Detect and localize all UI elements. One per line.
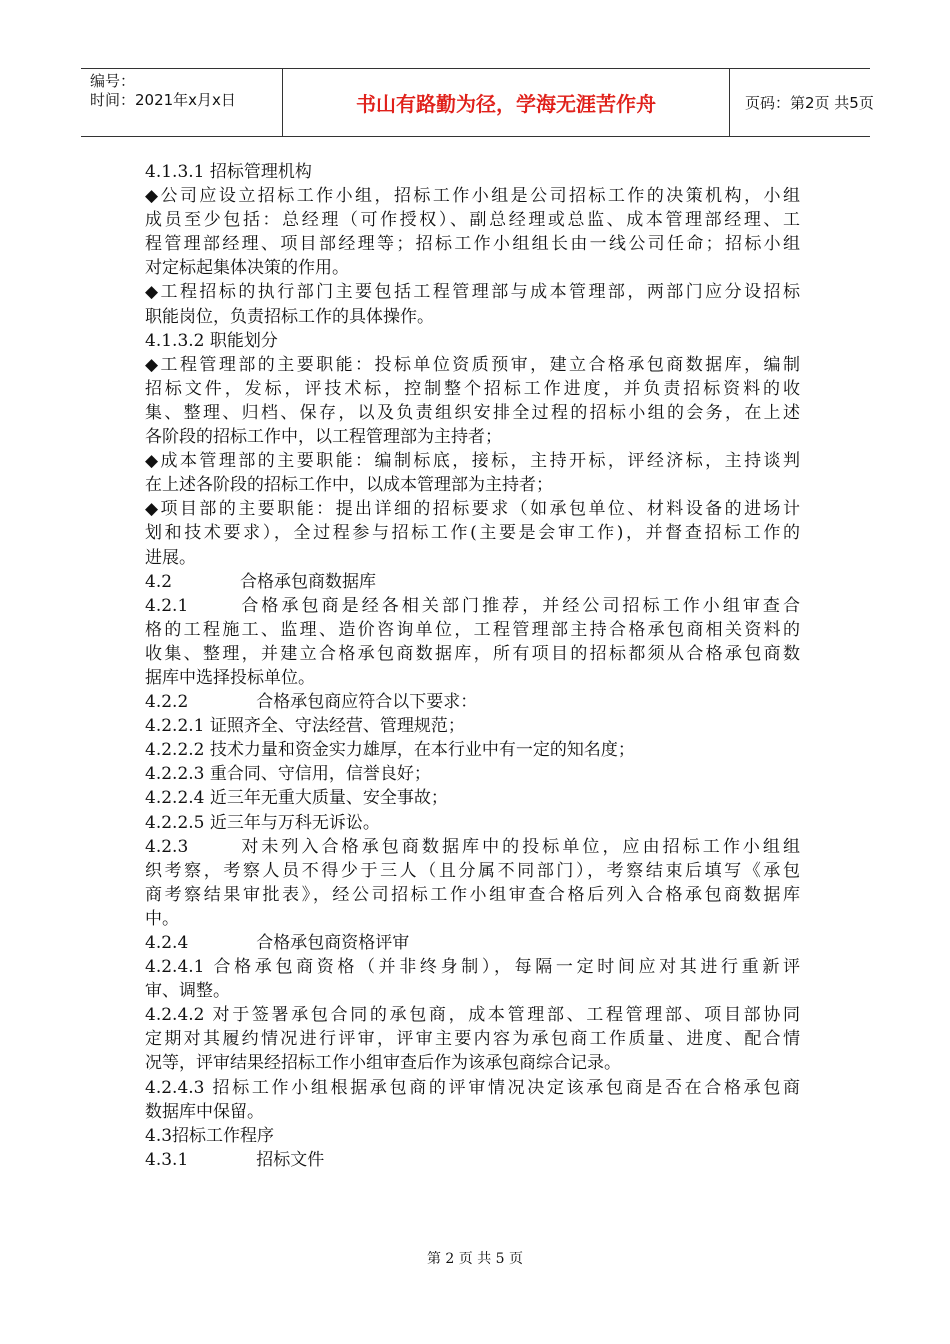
paragraph-line: ◆工程招标的执行部门主要包括工程管理部与成本管理部，两部门应分设招标 [145,282,800,303]
paragraph-line: 招标文件，发标，评技术标，控制整个招标工作进度，并负责招标资料的收 [145,378,800,399]
paragraph-line: 职能岗位，负责招标工作的具体操作。 [145,306,434,327]
paragraph-line [145,594,800,618]
paragraph-line: ◆公司应设立招标工作小组，招标工作小组是公司招标工作的决策机构，小组 [145,186,800,207]
paragraph-line: 审、调整。 [145,981,230,1002]
doc-date-label: 时间：2021年x月x日 [90,91,236,109]
paragraph-text: 合格承包商应符合以下要求： [256,692,478,713]
list-item: 4.2.2.3 重合同、守信用，信誉良好； [145,764,431,785]
section-title: 合格承包商资格评审 [256,933,410,953]
doc-code-label: 编号： [90,72,136,90]
section-number: 4.2.3 [145,836,189,857]
section-heading: 4.1.3.2 职能划分 [145,330,278,351]
list-item: 4.2.2.1 证照齐全、守法经营、管理规范； [145,716,465,737]
paragraph-line: 商考察结果审批表》，经公司招标工作小组审查合格后列入合格承包商数据库 [145,884,800,905]
paragraph-line: 在上述各阶段的招标工作中，以成本管理部为主持者； [145,475,553,496]
header-motto: 书山有路勤为径，学海无涯苦作舟 [356,92,656,116]
paragraph-line: 进展。 [145,547,196,568]
paragraph-line: 4.2.4.2 对于签署承包合同的承包商，成本管理部、工程管理部、项目部协同 [145,1005,800,1026]
section-heading: 4.1.3.1 招标管理机构 [145,162,312,182]
paragraph-text: 对未列入合格承包商数据库中的投标单位，应由招标工作小组组 [238,836,800,857]
paragraph-line: 定期对其履约情况进行评审，评审主要内容为承包商工作质量、进度、配合情 [145,1029,800,1050]
section-heading: 4.3招标工作程序 [145,1125,275,1146]
section-heading [145,570,800,594]
section-number: 4.2 [145,571,173,592]
list-item: 4.2.2.4 近三年无重大质量、安全事故； [145,788,448,809]
list-item: 4.2.2.5 近三年与万科无诉讼。 [145,812,380,833]
paragraph-line: 收集、整理，并建立合格承包商数据库，所有项目的招标都须从合格承包商数 [145,643,800,664]
paragraph-line: ◆成本管理部的主要职能：编制标底，接标，主持开标，评经济标，主持谈判 [145,451,800,472]
paragraph-line: 格的工程施工、监理、造价咨询单位，工程管理部主持合格承包商相关资料的 [145,619,800,640]
paragraph-line: 各阶段的招标工作中，以工程管理部为主持者； [145,427,502,448]
section-number: 4.2.4 [145,933,189,953]
paragraph-line: 程管理部经理、项目部经理等；招标工作小组组长由一线公司任命；招标小组 [145,234,800,255]
page-header [81,68,874,137]
section-number: 4.3.1 [145,1149,189,1170]
paragraph-line: 集、整理、归档、保存，以及负责组织安排全过程的招标小组的会务，在上述 [145,402,800,423]
paragraph-line [145,690,800,714]
paragraph-line: 中。 [145,908,179,929]
paragraph-line [145,835,800,859]
paragraph-line: 况等，评审结果经招标工作小组审查后作为该承包商综合记录。 [145,1053,621,1074]
paragraph-line: ◆工程管理部的主要职能：投标单位资质预审，建立合格承包商数据库，编制 [145,354,800,375]
header-page-label: 页码：第2页 共5页 [745,94,874,112]
paragraph-line: 织考察，考察人员不得少于三人（且分属不同部门），考察结束后填写《承包 [145,860,800,881]
document-body [145,160,800,1172]
section-number: 4.2.1 [145,595,189,616]
list-item: 4.2.2.2 技术力量和资金实力雄厚，在本行业中有一定的知名度； [145,740,635,761]
section-number: 4.2.2 [145,692,189,713]
paragraph-line: 对定标起集体决策的作用。 [145,258,349,279]
section-title: 招标文件 [256,1149,325,1170]
section-title: 合格承包商数据库 [240,571,377,592]
paragraph-line: 数据库中保留。 [145,1101,264,1122]
paragraph-line: ◆项目部的主要职能：提出详细的招标要求（如承包单位、材料设备的进场计 [145,499,800,520]
paragraph-line: 4.2.4.3 招标工作小组根据承包商的评审情况决定该承包商是否在合格承包商 [145,1077,800,1098]
paragraph-line: 据库中选择投标单位。 [145,667,315,688]
paragraph-line: 4.2.4.1 合格承包商资格（并非终身制），每隔一定时间应对其进行重新评 [145,957,800,978]
page-footer: 第 2 页 共 5 页 [426,1251,524,1267]
section-heading [145,1148,800,1172]
paragraph-line: 划和技术要求），全过程参与招标工作(主要是会审工作)，并督查招标工作的 [145,523,800,544]
paragraph-line: 成员至少包括：总经理（可作授权）、副总经理或总监、成本管理部经理、工 [145,210,800,231]
section-heading [145,931,800,955]
header-page-info [730,69,874,136]
header-meta [81,69,282,136]
paragraph-text: 合格承包商是经各相关部门推荐，并经公司招标工作小组审查合 [238,595,800,616]
